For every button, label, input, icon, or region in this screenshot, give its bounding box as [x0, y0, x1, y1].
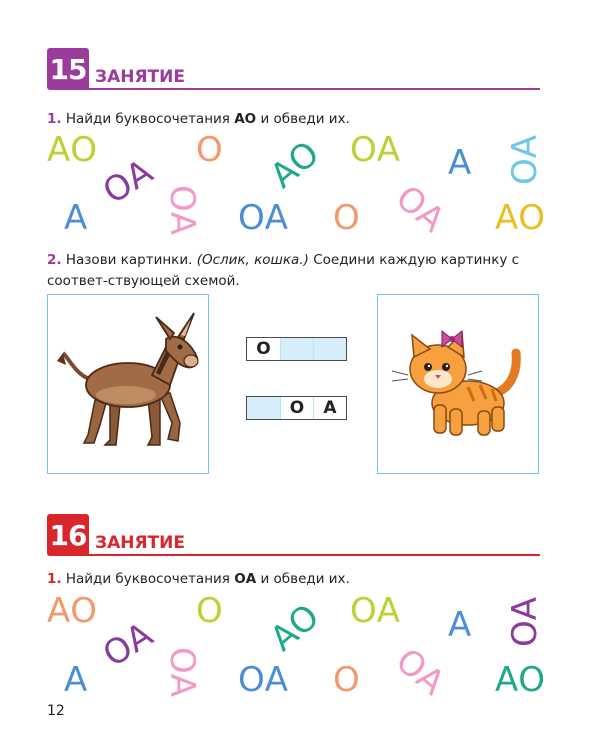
- scheme-cell: А: [313, 397, 346, 419]
- letter-combo[interactable]: О: [196, 130, 223, 170]
- letter-combo[interactable]: О: [333, 660, 360, 700]
- lesson-number-badge: 15: [47, 48, 89, 90]
- letter-combo[interactable]: ОА: [350, 591, 401, 631]
- lesson-16-header: [47, 514, 185, 556]
- letter-combo[interactable]: ОА: [387, 640, 453, 704]
- task-1-instruction: 1. Найди буквосочетания АО и обведи их.: [47, 111, 350, 127]
- task-2-instruction: 2. Назови картинки. (Ослик, кошка.) Соедини каждую картинку с соответ-ствующей схемой.: [47, 252, 520, 289]
- letter-combo[interactable]: АО: [495, 660, 546, 700]
- letter-combo[interactable]: А: [448, 605, 472, 645]
- letter-combo[interactable]: ОА: [238, 198, 289, 238]
- letter-combo[interactable]: О: [333, 198, 360, 238]
- section-divider: [89, 88, 540, 90]
- page-number: 12: [47, 703, 65, 719]
- letter-combo[interactable]: А: [64, 198, 88, 238]
- donkey-picture-frame[interactable]: [47, 294, 209, 474]
- lesson-15-header: [47, 48, 185, 90]
- letter-combo[interactable]: ОА: [238, 660, 289, 700]
- letter-combo[interactable]: ОА: [162, 184, 203, 236]
- task-1-instruction: 1. Найди буквосочетания ОА и обведи их.: [47, 571, 350, 587]
- sound-scheme-1[interactable]: [246, 337, 347, 361]
- lesson-number-badge: 16: [47, 514, 89, 556]
- letter-combo[interactable]: ОА: [96, 614, 160, 676]
- sound-scheme-2[interactable]: [246, 396, 347, 420]
- kitten-picture-frame[interactable]: [377, 294, 539, 474]
- donkey-icon: [48, 295, 208, 473]
- letter-combo[interactable]: ОА: [505, 134, 546, 186]
- letter-combo[interactable]: О: [196, 591, 223, 631]
- kitten-icon: [378, 295, 538, 473]
- section-divider: [89, 554, 540, 556]
- letter-combo[interactable]: АО: [47, 591, 98, 631]
- scheme-cell: [313, 338, 346, 360]
- letter-combo[interactable]: ОА: [350, 130, 401, 170]
- letter-combo[interactable]: АО: [495, 198, 546, 238]
- letter-combo[interactable]: АО: [47, 130, 98, 170]
- letter-combo[interactable]: ОА: [96, 151, 160, 213]
- lesson-title: ЗАНЯТИЕ: [95, 533, 185, 553]
- lesson-title: ЗАНЯТИЕ: [95, 67, 185, 87]
- letter-combo[interactable]: А: [64, 660, 88, 700]
- letter-combo[interactable]: ОА: [387, 177, 453, 241]
- letter-combo[interactable]: ОА: [505, 596, 546, 648]
- scheme-cell: [247, 397, 280, 419]
- letter-combo[interactable]: ОА: [162, 646, 203, 698]
- scheme-cell: О: [256, 339, 271, 359]
- letter-combo[interactable]: АО: [262, 596, 328, 660]
- letter-combo[interactable]: А: [448, 143, 472, 183]
- letter-combo[interactable]: АО: [262, 133, 328, 197]
- scheme-cell: [280, 338, 313, 360]
- scheme-cell: О: [280, 397, 313, 419]
